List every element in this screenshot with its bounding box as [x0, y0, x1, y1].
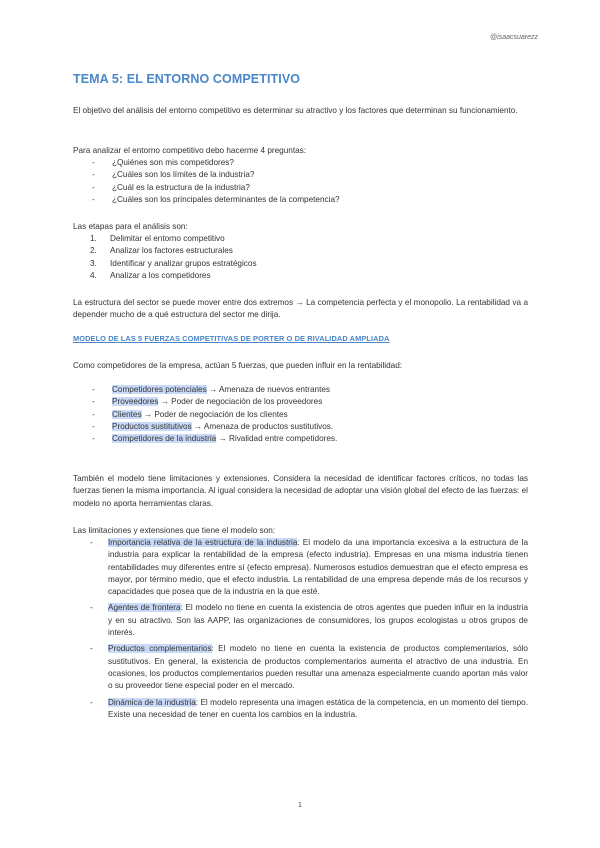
force-term: Competidores potenciales: [112, 385, 207, 394]
list-item: [90, 270, 257, 282]
force-desc: → Amenaza de nuevos entrantes: [206, 385, 331, 394]
force-term: Clientes: [112, 409, 142, 419]
list-item: [92, 433, 337, 445]
list-item: - ¿Cuáles son los límites de la industria?: [92, 169, 340, 181]
list-item: [92, 396, 337, 408]
forces-list: [92, 384, 337, 445]
stage-number: 2.: [90, 246, 97, 256]
list-item: [92, 384, 337, 396]
list-item: [92, 409, 337, 421]
forces-lead: Como competidores de la empresa, actúan 5 fuerzas, que pueden influir en la rentabilidad:: [73, 361, 403, 370]
stages-lead: Las etapas para el análisis son:: [73, 222, 188, 231]
list-item: - ¿Cuál es la estructura de la industria?: [92, 182, 340, 194]
questions-list: [92, 157, 340, 206]
stage-text: Analizar a los competidores: [110, 270, 211, 280]
limitation-term: Agentes de frontera: [108, 603, 181, 613]
page-title: TEMA 5: EL ENTORNO COMPETITIVO: [73, 72, 301, 86]
list-item: - ¿Quiénes son mis competidores?: [92, 157, 340, 169]
force-desc: → Poder de negociación de los clientes: [141, 409, 288, 419]
list-item: - ¿Cuáles son los principales determinantes de la competencia?: [92, 194, 340, 206]
limitations-lead: Las limitaciones y extensiones que tiene el modelo son:: [73, 526, 276, 535]
stage-number: 3.: [90, 258, 97, 268]
limitation-term: Productos complementarios: [108, 644, 212, 654]
limitation-desc: : El modelo no tiene en cuenta la existencia de otros agentes que pueden influir en la industria y en su atractivo. Son las AAPP, las organizaciones de consumidores, los grupos ecologistas u otros grupos de interés.: [108, 603, 528, 638]
limitations-list: [90, 537, 528, 721]
page-number: 1: [298, 802, 302, 809]
limitation-term: Dinámica de la industria: [108, 697, 196, 707]
stage-text: Delimitar el entorno competitivo: [110, 234, 225, 243]
force-term: Proveedores: [112, 397, 159, 407]
stage-number: 4.: [90, 270, 97, 280]
list-item: [90, 233, 257, 245]
list-item: [92, 421, 337, 433]
structure-paragraph: La estructura del sector se puede mover entre dos extremos → La competencia perfecta y el monopolio. La rentabilidad va a depender mucho de a qué estructura del sector me dirija.: [73, 298, 528, 320]
porter-heading: MODELO DE LAS 5 FUERZAS COMPETITIVAS DE PORTER O DE RIVALIDAD AMPLIADA: [73, 334, 390, 343]
list-item: [90, 245, 257, 257]
limitation-desc: : El modelo no tiene en cuenta la existencia de productos complementarios, sólo sustitutivos. En general, la existencia de productos complementarios aumenta el atractivo de una industria. En ocasiones, los productos complementarios pueden resultar una amenaza especialmente cuando aportan más valor o su proveedor tiene especial poder en el mercado.: [108, 644, 528, 691]
stages-list: [90, 233, 257, 282]
questions-lead: Para analizar el entorno competitivo debo hacerme 4 preguntas:: [73, 146, 307, 155]
author-handle: @isaacsuarezz: [490, 34, 538, 41]
list-item: [90, 643, 528, 692]
stage-number: 1.: [90, 234, 97, 243]
limitation-desc: : El modelo representa una imagen estática de la competencia, en un momento del tiempo. Existe una necesidad de tener en cuenta los cambios en la industria.: [108, 697, 528, 719]
force-term: Competidores de la industria: [112, 434, 217, 444]
force-desc: → Poder de negociación de los proveedores: [158, 397, 323, 407]
intro-paragraph: El objetivo del análisis del entorno competitivo es determinar su atractivo y los factores que determinan su funcionamiento.: [73, 106, 518, 115]
limitations-intro: También el modelo tiene limitaciones y extensiones. Considera la necesidad de identificar factores críticos, no todas las fuerzas tienen la misma importancia. Al igual considera la necesidad de adoptar una visión global del efecto de las fuerzas: el modelo no aporta herramientas claras.: [73, 474, 528, 508]
limitation-term: Importancia relativa de la estructura de la industria: [108, 538, 298, 547]
stage-text: Analizar los factores estructurales: [110, 246, 233, 256]
list-item: [90, 537, 528, 598]
list-item: [90, 602, 528, 639]
list-item: [90, 697, 528, 722]
force-desc: → Amenaza de productos sustitutivos.: [191, 421, 334, 431]
force-desc: → Rivalidad entre competidores.: [216, 434, 338, 444]
force-term: Productos sustitutivos: [112, 421, 192, 431]
limitation-desc: : El modelo da una importancia excesiva a la estructura de la industria para explicar la rentabilidad de la empresa (efecto industria). Empresas en una misma industria tienen rentabilidades muy diferentes entre sí (efecto empresa). Numerosos estudios demuestran que el efecto empresa es mayor, por término medio, que el efecto industria. La rentabilidad de una empresa depende más de los recursos y capacidades que posea que de la industria en la que esté.: [108, 538, 529, 597]
list-item: [90, 258, 257, 270]
stage-text: Identificar y analizar grupos estratégicos: [110, 258, 257, 268]
